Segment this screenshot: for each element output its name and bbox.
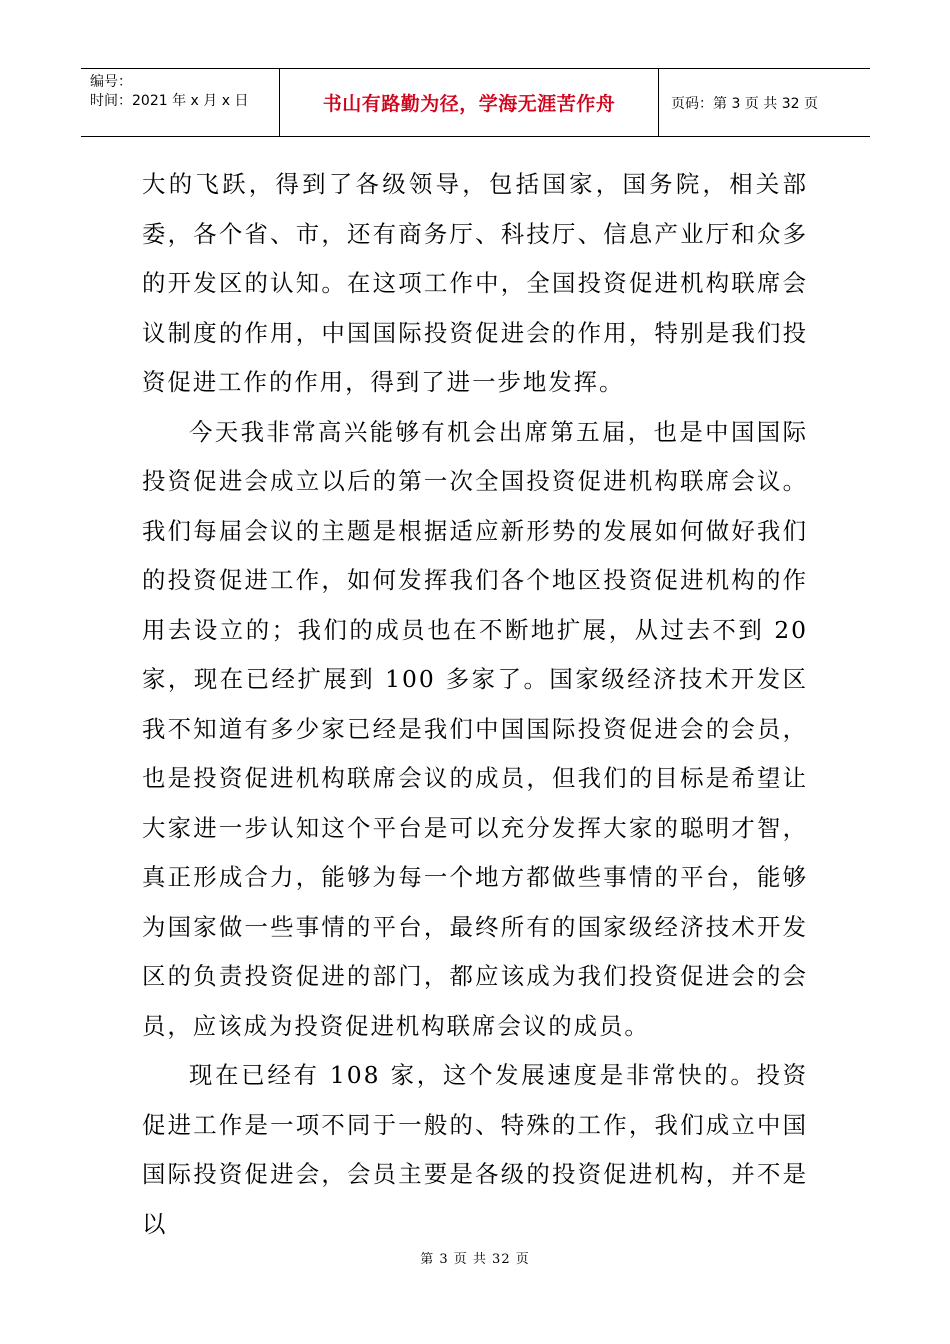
header-motto: 书山有路勤为径，学海无涯苦作舟 <box>280 69 659 136</box>
header-page-info: 页码：第 3 页 共 32 页 <box>671 95 818 112</box>
paragraph-3: 现在已经有 108 家，这个发展速度是非常快的。投资促进工作是一项不同于一般的、特殊的工作，我们成立中国国际投资促进会，会员主要是各级的投资促进机构，并不是以 <box>142 1061 808 1238</box>
document-body <box>142 160 808 1249</box>
date-line: 时间：2021 年 x 月 x 日 <box>90 93 249 109</box>
paragraph-2: 今天我非常高兴能够有机会出席第五届，也是中国国际投资促进会成立以后的第一次全国投资促进机构联席会议。我们每届会议的主题是根据适应新形势的发展如何做好我们的投资促进工作，如何发挥我们各个地区投资促进机构的作用去设立的；我们的成员也在不断地扩展，从过去不到 20 家，现在已经扩展到 100 多家了。国家级经济技术开发区我不知道有多少家已经是我们中国国际投资促进会的会员，也是投资促进机构联席会议的成员，但我们的目标是希望让大家进一步认知这个平台是可以充分发挥大家的聪明才智，真正形成合力，能够为每一个地方都做些事情的平台，能够为国家做一些事情的平台，最终所有的国家级经济技术开发区的负责投资促进的部门，都应该成为我们投资促进会的会员，应该成为投资促进机构联席会议的成员。 <box>142 417 808 1040</box>
paragraph-1: 大的飞跃，得到了各级领导，包括国家，国务院，相关部委，各个省、市，还有商务厅、科技厅、信息产业厅和众多的开发区的认知。在这项工作中，全国投资促进机构联席会议制度的作用，中国国际投资促进会的作用，特别是我们投资促进工作的作用，得到了进一步地发挥。 <box>142 170 808 396</box>
page-header <box>81 68 870 137</box>
page-footer: 第 3 页 共 32 页 <box>420 1252 530 1267</box>
header-meta <box>81 69 280 136</box>
serial-label: 编号： <box>90 74 132 90</box>
